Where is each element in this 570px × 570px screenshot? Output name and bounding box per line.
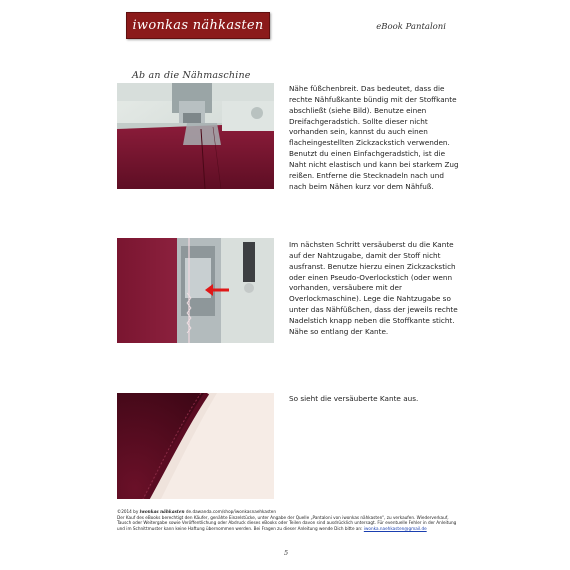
footer xyxy=(117,509,463,531)
sewing-presser-foot-photo xyxy=(117,83,274,189)
contact-email-link[interactable]: iwonka.naehkasten@gmail.de xyxy=(363,525,427,531)
copyright-prefix: ©2014 by xyxy=(117,509,139,514)
logo-text: iwonkas nähkasten xyxy=(132,18,264,33)
legal-text: Der Kauf des eBooks berechtigt den Käufer, genähte Einzelstücke, unter Angabe der Quelle „Pantaloni von iwonkas nähkasten“, zu verkaufen. Wiederverkauf, Tausch oder Weitergabe sowie Veröffentlichung oder Abdruck dieses eBooks oder Teilen davon sind ausdrücklich untersagt. Für eventuelle Fehler in der Anleitung und im Schnittmuster kann keine Haftung übernommen werden. Bei Fragen zu dieser Anleitung wende Dich bitte an: xyxy=(117,514,457,531)
section-title: Ab an die Nähmaschine xyxy=(132,70,251,81)
overlock-foot-photo xyxy=(117,238,274,343)
brand-logo xyxy=(126,12,270,39)
instruction-text-2: Im nächsten Schritt versäuberst du die Kante auf der Nahtzugabe, damit der Stoff nicht ausfranst. Benutze hierzu einen Zickzackstich oder einen Pseudo-Overlockstich (oder wenn vorhanden, versäubere mit der Overlockmaschine). Lege die Nahtzugabe so unter das Nähfüßchen, dass der jeweils rechte Nadelstich knapp neben die Stoffkante sticht. Nähe so entlang der Kante. xyxy=(289,240,458,336)
ebook-title: eBook Pantaloni xyxy=(376,22,446,32)
instruction-text-1: Nähe füßchenbreit. Das bedeutet, dass die rechte Nähfußkante bündig mit der Stoffkante abschließt (siehe Bild). Benutze einen Dreifachgeradstich. Sollte dieser nicht vorhanden sein, kannst du auch einen flacheingestellten Zickzackstich verwenden. Benutzt du einen Einfachgeradstich, ist die Naht nicht elastisch und kann bei starkem Zug reißen. Entferne die Stecknadeln nach und nach beim Nähen kurz vor dem Nähfuß. xyxy=(289,84,459,191)
finished-edge-photo xyxy=(117,393,274,499)
page-number: 5 xyxy=(284,549,289,557)
instruction-text-3: So sieht die versäuberte Kante aus. xyxy=(289,394,419,403)
footer-brand: iwonkas nähkasten xyxy=(139,509,185,514)
shop-url[interactable]: de.dawanda.com/shop/iwonkasnaehkasten xyxy=(185,509,277,514)
